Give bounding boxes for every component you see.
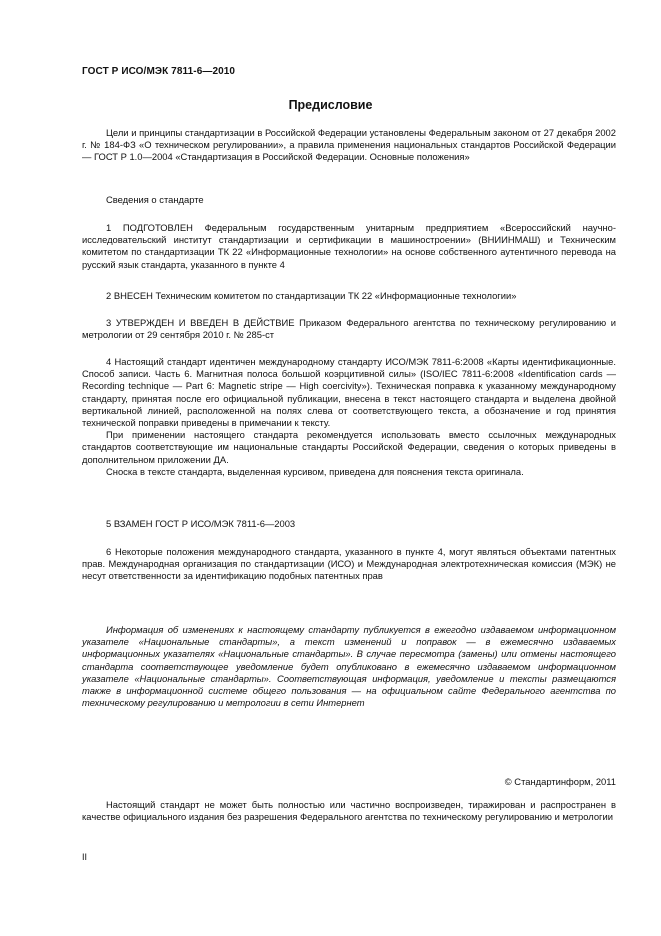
intro-block — [82, 127, 616, 164]
page-number: II — [82, 852, 88, 862]
foreword-title: Предисловие — [288, 98, 373, 112]
rights-statement: Настоящий стандарт не может быть полностью или частично воспроизведен, тиражирован и распространен в качестве официального издания без разрешения Федерального агентства по техническому регулированию и метрологии — [82, 799, 616, 823]
intro-paragraph: Цели и принципы стандартизации в Российской Федерации установлены Федеральным законом от 27 декабря 2002 г. № 184-ФЗ «О техническом регулировании», а правила применения национальных стандартов Российской Федерации — ГОСТ Р 1.0—2004 «Стандартизация в Российской Федерации. Основные положения» — [82, 127, 616, 163]
document-code-header: ГОСТ Р ИСО/МЭК 7811-6—2010 — [82, 66, 236, 77]
copyright-notice: © Стандартинформ, 2011 — [504, 776, 616, 787]
item-2-block — [82, 290, 616, 302]
item-5-replaces: 5 ВЗАМЕН ГОСТ Р ИСО/МЭК 7811-6—2003 — [106, 518, 296, 529]
changes-notice: Информация об изменениях к настоящему стандарту публикуется в ежегодно издаваемом информационном указателе «Национальные стандарты», а текст изменений и поправок — в ежемесячно издаваемых информационных указателях «Национальные стандарты». В случае пересмотра (замены) или отмены настоящего стандарта соответствующее уведомление будет опубликовано в ежемесячно издаваемом информационном указателе «Национальные стандарты». Соответствующая информация, уведомление и тексты размещаются также в информационной системе общего пользования — на официальном сайте Федерального агентства по техническому регулированию и метрологии в сети Интернет — [82, 624, 616, 709]
item-6-patents: 6 Некоторые положения международного стандарта, указанного в пункте 4, могут являться объектами патентных прав. Международная организация по стандартизации (ИСО) и Международная электротехническая комиссия (МЭК) не несут ответственности за идентификацию подобных патентных прав — [82, 546, 616, 582]
item-1-prepared: 1 ПОДГОТОВЛЕН Федеральным государственным унитарным предприятием «Всероссийский научно-исследовательский институт стандартизации и сертификации в машиностроении» (ВНИИНМАШ) и Техническим комитетом по стандартизации ТК 22 «Информационные технологии» на основе собственного аутентичного перевода на русский язык стандарта, указанного в пункте 4 — [82, 222, 616, 270]
item-2-introduced: 2 ВНЕСЕН Техническим комитетом по стандартизации ТК 22 «Информационные технологии» — [106, 290, 517, 301]
item-1-block — [82, 222, 616, 271]
info-heading-block — [82, 194, 616, 206]
notice-block — [82, 624, 616, 709]
item-4-footnote: Сноска в тексте стандарта, выделенная курсивом, приведена для пояснения текста оригинала. — [106, 465, 524, 477]
rights-block — [82, 799, 616, 823]
item-6-block — [82, 546, 616, 583]
item-3-approved: 3 УТВЕРЖДЕН И ВВЕДЕН В ДЕЙСТВИЕ Приказом Федерального агентства по техническому регулированию и метрологии от 29 сентября 2010 г. № 285-ст — [82, 317, 616, 341]
item-4-references: При применении настоящего стандарта рекомендуется использовать вместо ссылочных международных стандартов соответствующие им национальные стандарты Российской Федерации, сведения о которых приведены в дополнительном приложении ДА. — [82, 429, 616, 465]
item-5-block — [82, 518, 616, 530]
item-4-block — [82, 356, 616, 478]
item-3-block — [82, 317, 616, 341]
item-4-identical: 4 Настоящий стандарт идентичен международному стандарту ИСО/МЭК 7811-6:2008 «Карты идентификационные. Способ записи. Часть 6. Магнитная полоса большой коэрцитивной силы» (ISO/IEC 7811-6:2008 «Identification cards — Recording technique — Part 6: Magnetic stripe — High coercivity»). Техническая поправка к указанному международному стандарту, принятая после его официальной публикации, внесена в текст настоящего стандарта и выделена двойной вертикальной линией, расположенной на полях слева от соответствующего текста, а обозначение и год принятия технической поправки приведены в примечании к тексту. — [82, 356, 616, 429]
info-heading: Сведения о стандарте — [106, 194, 204, 205]
